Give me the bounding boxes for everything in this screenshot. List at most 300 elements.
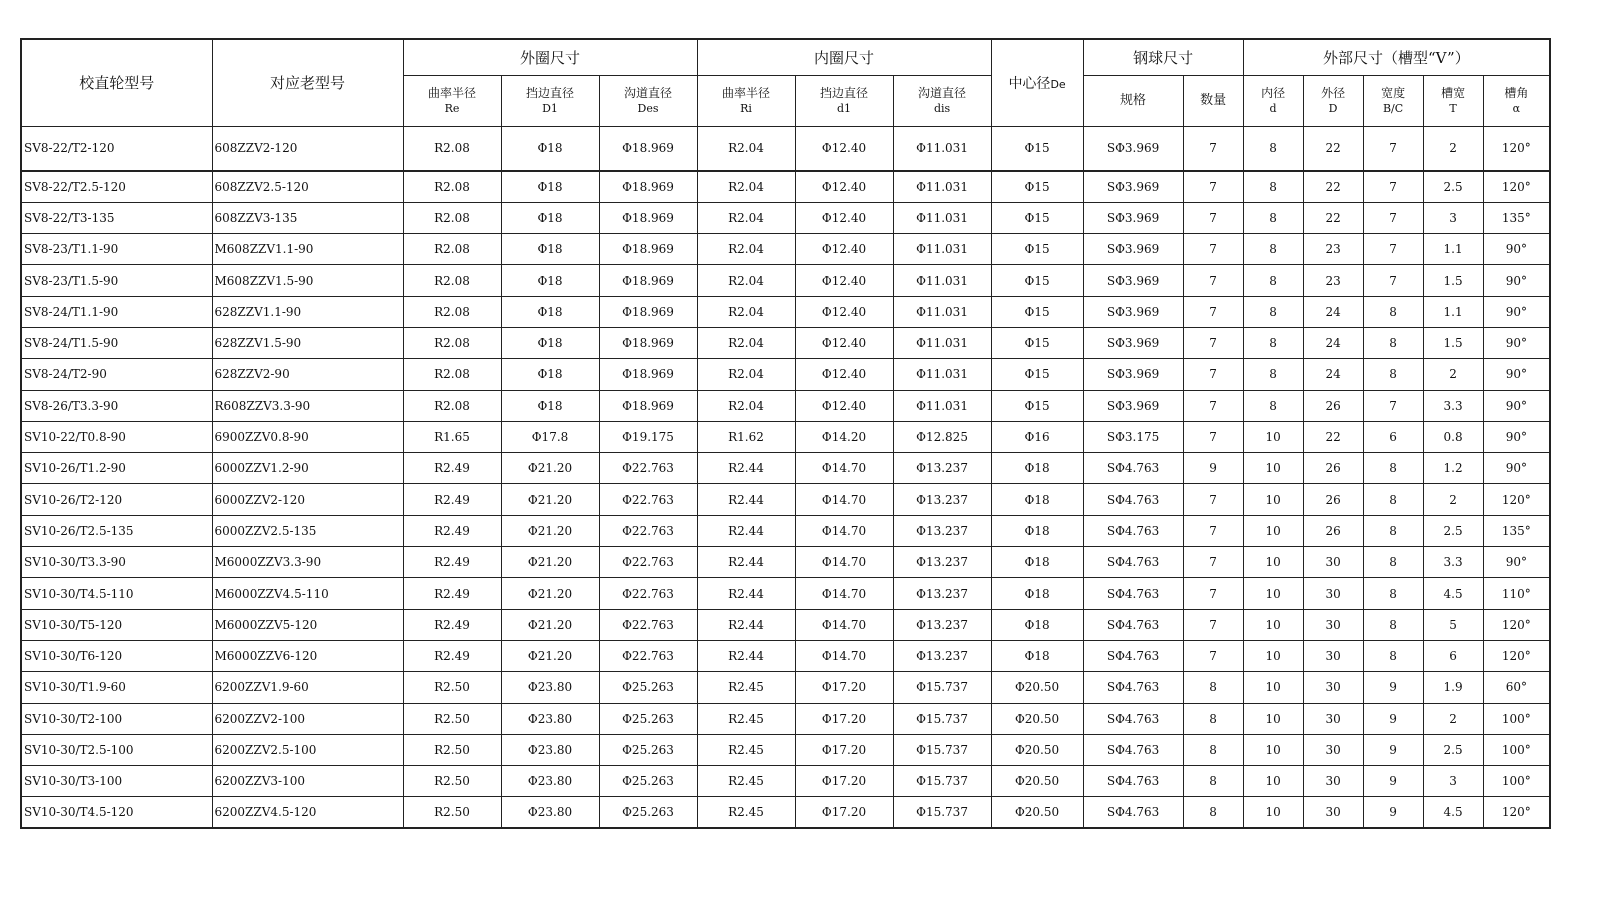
- table-cell: Φ18.969: [599, 390, 697, 421]
- table-cell: 135°: [1483, 202, 1550, 233]
- table-cell: Φ25.263: [599, 703, 697, 734]
- subheader-symbol: D: [1328, 101, 1338, 115]
- table-cell: 10: [1243, 797, 1303, 828]
- table-cell: SV10-26/T2-120: [21, 484, 212, 515]
- subheader-cell: [1303, 75, 1363, 126]
- table-cell: Φ13.237: [893, 515, 991, 546]
- table-cell: 7: [1363, 390, 1423, 421]
- table-row: [21, 202, 1550, 233]
- table-cell: Φ17.20: [795, 766, 893, 797]
- table-cell: SΦ4.763: [1083, 515, 1183, 546]
- table-cell: Φ18: [501, 234, 599, 265]
- table-cell: 6000ZZV1.2-90: [212, 453, 403, 484]
- table-cell: R2.50: [403, 672, 501, 703]
- table-row: [21, 390, 1550, 421]
- table-cell: SV8-22/T2.5-120: [21, 171, 212, 202]
- table-cell: R2.04: [697, 126, 795, 171]
- table-cell: SV10-30/T4.5-110: [21, 578, 212, 609]
- table-cell: 90°: [1483, 421, 1550, 452]
- table-cell: 10: [1243, 703, 1303, 734]
- table-cell: Φ11.031: [893, 265, 991, 296]
- table-cell: 8: [1363, 547, 1423, 578]
- table-cell: 7: [1363, 171, 1423, 202]
- table-cell: Φ18: [501, 202, 599, 233]
- table-body: [21, 126, 1550, 828]
- table-cell: 8: [1243, 126, 1303, 171]
- table-cell: Φ23.80: [501, 703, 599, 734]
- table-row: [21, 126, 1550, 171]
- table-cell: 90°: [1483, 359, 1550, 390]
- table-cell: Φ18.969: [599, 265, 697, 296]
- table-cell: 8: [1243, 234, 1303, 265]
- table-cell: 8: [1183, 672, 1243, 703]
- table-cell: 6000ZZV2.5-135: [212, 515, 403, 546]
- table-cell: R2.08: [403, 202, 501, 233]
- table-cell: 6900ZZV0.8-90: [212, 421, 403, 452]
- table-cell: 30: [1303, 640, 1363, 671]
- table-cell: Φ14.20: [795, 421, 893, 452]
- table-cell: 7: [1183, 171, 1243, 202]
- table-cell: 7: [1363, 202, 1423, 233]
- header-inner-ring: 内圈尺寸: [697, 39, 991, 75]
- table-cell: 10: [1243, 578, 1303, 609]
- table-cell: Φ15.737: [893, 766, 991, 797]
- table-cell: 6200ZZV4.5-120: [212, 797, 403, 828]
- table-cell: Φ18: [501, 171, 599, 202]
- table-cell: 22: [1303, 202, 1363, 233]
- header-ball: 钢球尺寸: [1083, 39, 1243, 75]
- table-cell: SV10-22/T0.8-90: [21, 421, 212, 452]
- table-cell: 8: [1363, 453, 1423, 484]
- table-cell: Φ22.763: [599, 453, 697, 484]
- table-cell: 30: [1303, 734, 1363, 765]
- table-cell: SΦ3.969: [1083, 234, 1183, 265]
- table-cell: 0.8: [1423, 421, 1483, 452]
- subheader-label: 规格: [1120, 93, 1147, 108]
- table-cell: Φ15: [991, 296, 1083, 327]
- subheader-label: 曲率半径: [722, 85, 771, 100]
- table-cell: 8: [1243, 171, 1303, 202]
- table-cell: Φ18: [991, 515, 1083, 546]
- table-cell: 7: [1183, 202, 1243, 233]
- subheader-symbol: T: [1449, 101, 1457, 115]
- table-cell: Φ17.20: [795, 734, 893, 765]
- table-cell: Φ15.737: [893, 797, 991, 828]
- table-cell: Φ20.50: [991, 766, 1083, 797]
- table-cell: Φ18.969: [599, 234, 697, 265]
- table-cell: 6200ZZV2.5-100: [212, 734, 403, 765]
- table-cell: 90°: [1483, 547, 1550, 578]
- subheader-label: 挡边直径: [525, 85, 574, 100]
- table-cell: Φ22.763: [599, 640, 697, 671]
- table-cell: Φ25.263: [599, 766, 697, 797]
- table-cell: 9: [1363, 734, 1423, 765]
- table-cell: Φ18.969: [599, 126, 697, 171]
- table-cell: 7: [1363, 265, 1423, 296]
- table-cell: Φ25.263: [599, 797, 697, 828]
- table-cell: 30: [1303, 609, 1363, 640]
- header-center-diameter: [991, 39, 1083, 126]
- table-cell: 60°: [1483, 672, 1550, 703]
- table-cell: R2.49: [403, 515, 501, 546]
- table-cell: Φ18: [991, 609, 1083, 640]
- table-cell: SΦ4.763: [1083, 640, 1183, 671]
- table-cell: 120°: [1483, 484, 1550, 515]
- table-cell: Φ12.40: [795, 390, 893, 421]
- subheader-cell: [1363, 75, 1423, 126]
- subheader-symbol: B/C: [1382, 101, 1404, 115]
- table-cell: Φ11.031: [893, 171, 991, 202]
- table-cell: Φ15: [991, 126, 1083, 171]
- table-cell: M6000ZZV3.3-90: [212, 547, 403, 578]
- table-cell: 24: [1303, 327, 1363, 358]
- table-cell: Φ23.80: [501, 672, 599, 703]
- table-cell: 10: [1243, 766, 1303, 797]
- table-cell: Φ12.825: [893, 421, 991, 452]
- table-cell: 3.3: [1423, 547, 1483, 578]
- table-cell: SΦ3.969: [1083, 327, 1183, 358]
- table-cell: SV8-23/T1.1-90: [21, 234, 212, 265]
- table-cell: 2.5: [1423, 171, 1483, 202]
- table-cell: Φ12.40: [795, 265, 893, 296]
- table-cell: R2.45: [697, 766, 795, 797]
- subheader-symbol: Re: [444, 101, 460, 115]
- table-cell: 608ZZV2.5-120: [212, 171, 403, 202]
- table-cell: Φ21.20: [501, 484, 599, 515]
- subheader-label: 外径: [1321, 85, 1346, 100]
- header-center-label: 中心径: [1008, 75, 1051, 92]
- subheader-cell: [1243, 75, 1303, 126]
- table-cell: Φ19.175: [599, 421, 697, 452]
- table-cell: SV8-26/T3.3-90: [21, 390, 212, 421]
- table-cell: R1.65: [403, 421, 501, 452]
- table-cell: 7: [1183, 484, 1243, 515]
- table-cell: R2.49: [403, 640, 501, 671]
- table-cell: 10: [1243, 734, 1303, 765]
- table-cell: 10: [1243, 547, 1303, 578]
- table-cell: Φ18: [501, 126, 599, 171]
- table-cell: R2.04: [697, 390, 795, 421]
- table-cell: 8: [1363, 578, 1423, 609]
- table-cell: Φ21.20: [501, 515, 599, 546]
- table-cell: 30: [1303, 797, 1363, 828]
- subheader-label: 挡边直径: [820, 85, 869, 100]
- table-cell: 3.3: [1423, 390, 1483, 421]
- table-cell: SV10-30/T4.5-120: [21, 797, 212, 828]
- table-cell: R608ZZV3.3-90: [212, 390, 403, 421]
- table-cell: Φ18: [991, 578, 1083, 609]
- table-cell: 8: [1363, 640, 1423, 671]
- table-cell: 26: [1303, 390, 1363, 421]
- table-cell: 2.5: [1423, 515, 1483, 546]
- table-row: [21, 234, 1550, 265]
- table-cell: 23: [1303, 265, 1363, 296]
- table-cell: SV10-30/T1.9-60: [21, 672, 212, 703]
- table-cell: Φ21.20: [501, 640, 599, 671]
- table-cell: SV10-30/T5-120: [21, 609, 212, 640]
- table-cell: Φ17.8: [501, 421, 599, 452]
- table-header: [21, 39, 1550, 126]
- subheader-label: 数量: [1200, 93, 1227, 108]
- subheader-cell: [893, 75, 991, 126]
- table-cell: Φ25.263: [599, 672, 697, 703]
- table-cell: 7: [1183, 234, 1243, 265]
- table-cell: R2.44: [697, 640, 795, 671]
- table-cell: 24: [1303, 359, 1363, 390]
- table-cell: 608ZZV3-135: [212, 202, 403, 233]
- table-cell: Φ15: [991, 265, 1083, 296]
- table-cell: SV8-22/T3-135: [21, 202, 212, 233]
- table-cell: 90°: [1483, 265, 1550, 296]
- subheader-symbol: d1: [837, 101, 852, 115]
- table-cell: 8: [1363, 327, 1423, 358]
- table-cell: Φ13.237: [893, 484, 991, 515]
- table-cell: 8: [1243, 265, 1303, 296]
- table-cell: Φ23.80: [501, 734, 599, 765]
- table-cell: SΦ4.763: [1083, 547, 1183, 578]
- table-cell: SV10-30/T3.3-90: [21, 547, 212, 578]
- table-cell: Φ23.80: [501, 766, 599, 797]
- table-cell: SΦ3.969: [1083, 296, 1183, 327]
- table-cell: SV8-24/T1.5-90: [21, 327, 212, 358]
- table-cell: R2.04: [697, 296, 795, 327]
- table-cell: Φ14.70: [795, 515, 893, 546]
- table-row: [21, 359, 1550, 390]
- table-cell: SΦ3.969: [1083, 265, 1183, 296]
- subheader-cell: [697, 75, 795, 126]
- table-cell: 1.1: [1423, 234, 1483, 265]
- subheader-cell: [1483, 75, 1550, 126]
- table-cell: R2.49: [403, 609, 501, 640]
- table-cell: Φ18: [501, 296, 599, 327]
- table-cell: SV10-30/T3-100: [21, 766, 212, 797]
- table-row: [21, 766, 1550, 797]
- table-cell: 1.9: [1423, 672, 1483, 703]
- table-cell: 8: [1363, 359, 1423, 390]
- table-cell: Φ12.40: [795, 126, 893, 171]
- table-cell: Φ14.70: [795, 453, 893, 484]
- table-cell: Φ22.763: [599, 547, 697, 578]
- table-cell: 4.5: [1423, 578, 1483, 609]
- table-cell: Φ12.40: [795, 171, 893, 202]
- table-cell: 6200ZZV3-100: [212, 766, 403, 797]
- table-cell: SΦ3.969: [1083, 171, 1183, 202]
- table-cell: 7: [1363, 126, 1423, 171]
- table-cell: 1.5: [1423, 265, 1483, 296]
- table-cell: Φ18: [501, 359, 599, 390]
- table-cell: 8: [1183, 734, 1243, 765]
- table-cell: SΦ4.763: [1083, 453, 1183, 484]
- table-cell: SΦ4.763: [1083, 766, 1183, 797]
- subheader-symbol: Des: [637, 101, 659, 115]
- table-cell: M608ZZV1.5-90: [212, 265, 403, 296]
- table-cell: 6: [1423, 640, 1483, 671]
- table-cell: R2.49: [403, 484, 501, 515]
- table-cell: 8: [1183, 766, 1243, 797]
- table-cell: 7: [1183, 126, 1243, 171]
- table-cell: Φ20.50: [991, 797, 1083, 828]
- table-cell: Φ13.237: [893, 640, 991, 671]
- table-row: [21, 609, 1550, 640]
- table-cell: Φ18: [991, 640, 1083, 671]
- table-cell: 2: [1423, 359, 1483, 390]
- table-cell: R2.45: [697, 672, 795, 703]
- table-cell: 10: [1243, 609, 1303, 640]
- table-cell: R2.04: [697, 327, 795, 358]
- table-cell: 100°: [1483, 734, 1550, 765]
- table-cell: Φ12.40: [795, 296, 893, 327]
- subheader-label: 宽度: [1381, 85, 1406, 100]
- table-row: [21, 484, 1550, 515]
- table-cell: Φ18.969: [599, 327, 697, 358]
- table-cell: Φ21.20: [501, 453, 599, 484]
- table-cell: SV10-26/T1.2-90: [21, 453, 212, 484]
- table-cell: 100°: [1483, 703, 1550, 734]
- table-cell: 7: [1183, 609, 1243, 640]
- table-cell: Φ22.763: [599, 578, 697, 609]
- table-cell: 22: [1303, 171, 1363, 202]
- table-cell: 7: [1183, 359, 1243, 390]
- table-cell: 9: [1183, 453, 1243, 484]
- table-row: [21, 421, 1550, 452]
- table-cell: 2.5: [1423, 734, 1483, 765]
- table-cell: 8: [1183, 797, 1243, 828]
- table-cell: 9: [1363, 766, 1423, 797]
- table-cell: Φ11.031: [893, 359, 991, 390]
- table-cell: 10: [1243, 484, 1303, 515]
- table-cell: R2.04: [697, 265, 795, 296]
- table-cell: SΦ4.763: [1083, 797, 1183, 828]
- table-row: [21, 640, 1550, 671]
- subheader-cell: [1183, 75, 1243, 126]
- table-cell: Φ15: [991, 390, 1083, 421]
- table-cell: 1.2: [1423, 453, 1483, 484]
- table-cell: 90°: [1483, 390, 1550, 421]
- table-cell: Φ15.737: [893, 734, 991, 765]
- table-cell: Φ18: [501, 327, 599, 358]
- subheader-cell: [501, 75, 599, 126]
- table-cell: Φ15: [991, 202, 1083, 233]
- table-cell: SΦ3.969: [1083, 126, 1183, 171]
- table-cell: 30: [1303, 578, 1363, 609]
- table-cell: 7: [1183, 327, 1243, 358]
- table-cell: Φ13.237: [893, 578, 991, 609]
- table-cell: 628ZZV1.1-90: [212, 296, 403, 327]
- table-cell: Φ13.237: [893, 453, 991, 484]
- subheader-label: 沟道直径: [918, 85, 967, 100]
- table-cell: Φ18.969: [599, 359, 697, 390]
- subheader-cell: [1083, 75, 1183, 126]
- table-cell: R1.62: [697, 421, 795, 452]
- table-cell: 7: [1183, 640, 1243, 671]
- table-cell: R2.44: [697, 578, 795, 609]
- subheader-symbol: Ri: [740, 101, 752, 115]
- table-cell: 7: [1183, 515, 1243, 546]
- header-outer-ring: 外圈尺寸: [403, 39, 697, 75]
- table-cell: R2.04: [697, 234, 795, 265]
- table-cell: Φ23.80: [501, 797, 599, 828]
- table-cell: R2.08: [403, 265, 501, 296]
- table-cell: 10: [1243, 672, 1303, 703]
- table-cell: Φ18.969: [599, 171, 697, 202]
- subheader-cell: [403, 75, 501, 126]
- table-cell: Φ14.70: [795, 484, 893, 515]
- table-cell: 9: [1363, 797, 1423, 828]
- table-cell: SΦ3.175: [1083, 421, 1183, 452]
- table-cell: SΦ4.763: [1083, 734, 1183, 765]
- table-row: [21, 265, 1550, 296]
- table-cell: 7: [1183, 578, 1243, 609]
- table-row: [21, 734, 1550, 765]
- subheader-symbol: α: [1512, 101, 1521, 115]
- table-cell: Φ25.263: [599, 734, 697, 765]
- table-cell: R2.49: [403, 453, 501, 484]
- table-cell: Φ12.40: [795, 359, 893, 390]
- subheader-cell: [795, 75, 893, 126]
- table-cell: 110°: [1483, 578, 1550, 609]
- table-cell: 608ZZV2-120: [212, 126, 403, 171]
- table-cell: 2: [1423, 126, 1483, 171]
- table-cell: 8: [1243, 327, 1303, 358]
- table-cell: M6000ZZV4.5-110: [212, 578, 403, 609]
- table-cell: 22: [1303, 421, 1363, 452]
- table-cell: 8: [1243, 359, 1303, 390]
- table-cell: Φ17.20: [795, 797, 893, 828]
- table-cell: Φ21.20: [501, 609, 599, 640]
- table-cell: SΦ4.763: [1083, 609, 1183, 640]
- table-cell: Φ17.20: [795, 703, 893, 734]
- table-cell: 6200ZZV1.9-60: [212, 672, 403, 703]
- table-cell: Φ18.969: [599, 296, 697, 327]
- table-row: [21, 547, 1550, 578]
- table-cell: Φ16: [991, 421, 1083, 452]
- table-cell: SV8-24/T1.1-90: [21, 296, 212, 327]
- table-cell: Φ15.737: [893, 703, 991, 734]
- table-cell: 90°: [1483, 453, 1550, 484]
- table-cell: SV8-23/T1.5-90: [21, 265, 212, 296]
- table-cell: R2.44: [697, 547, 795, 578]
- table-cell: 30: [1303, 547, 1363, 578]
- table-cell: 22: [1303, 126, 1363, 171]
- table-cell: Φ17.20: [795, 672, 893, 703]
- table-cell: SΦ3.969: [1083, 390, 1183, 421]
- table-cell: Φ21.20: [501, 578, 599, 609]
- table-cell: 10: [1243, 453, 1303, 484]
- bearing-spec-table: [20, 38, 1551, 829]
- table-cell: R2.04: [697, 359, 795, 390]
- table-cell: 10: [1243, 421, 1303, 452]
- table-cell: Φ18: [991, 484, 1083, 515]
- table-cell: 3: [1423, 766, 1483, 797]
- table-cell: 8: [1243, 390, 1303, 421]
- table-cell: R2.45: [697, 734, 795, 765]
- header-external: 外部尺寸（槽型“V”）: [1243, 39, 1550, 75]
- table-cell: R2.49: [403, 578, 501, 609]
- subheader-label: 沟道直径: [624, 85, 673, 100]
- table-cell: SΦ4.763: [1083, 703, 1183, 734]
- subheader-cell: [1423, 75, 1483, 126]
- table-cell: SV8-22/T2-120: [21, 126, 212, 171]
- table-cell: SV10-30/T2.5-100: [21, 734, 212, 765]
- table-cell: 1.1: [1423, 296, 1483, 327]
- table-cell: 7: [1183, 547, 1243, 578]
- table-row: [21, 578, 1550, 609]
- table-cell: Φ22.763: [599, 515, 697, 546]
- table-cell: M608ZZV1.1-90: [212, 234, 403, 265]
- table-cell: R2.49: [403, 547, 501, 578]
- table-cell: 8: [1363, 609, 1423, 640]
- table-cell: 120°: [1483, 171, 1550, 202]
